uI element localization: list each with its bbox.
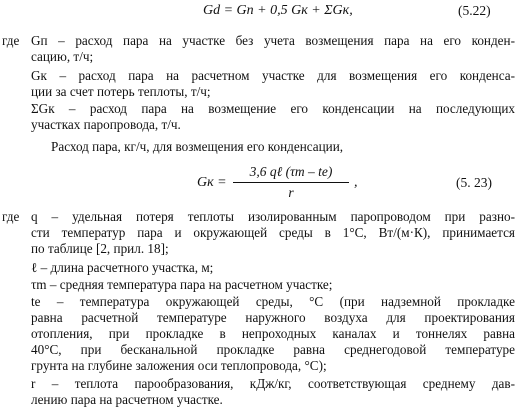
equation-5-23-lhs: Gк = <box>197 175 227 190</box>
definition-line: сти температур пара и окружающей среды в 1°С, Вт/(м·К), принимается <box>31 225 515 240</box>
definition-line: участках паропровода, т/ч. <box>31 117 181 132</box>
definition-line: ℓ – длина расчетного участка, м; <box>31 260 214 275</box>
fraction-bar <box>233 182 349 183</box>
definition-line: сацию, т/ч; <box>31 49 94 64</box>
intro-paragraph: Расход пара, кг/ч, для возмещения его конденсации, <box>51 139 344 154</box>
definition-line: лению пара на расчетном участке. <box>31 392 223 407</box>
definition-line: 40°С, при бесканальной прокладке равна среднегодовой температуре <box>31 342 515 357</box>
equation-5-23-comma: , <box>354 175 358 190</box>
definition-line: τm – средняя температура пара на расчетном участке; <box>31 277 333 292</box>
equation-5-23-numerator: 3,6 qℓ (τm – te) <box>249 164 333 179</box>
definition-line: грунта на глубине заложения оси теплопровода, °С); <box>31 358 327 373</box>
definition-line: ции за счет потерь теплоты, т/ч; <box>31 84 211 99</box>
where-label: где <box>2 209 20 224</box>
definition-line: q – удельная потеря теплоты изолированным паропроводом при разно- <box>31 209 515 224</box>
definition-line: Gп – расход пара на участке без учета возмещения пара на его конден- <box>31 33 515 48</box>
equation-5-23-denominator: r <box>288 185 294 200</box>
definition-line: Gк – расход пара на расчетном участке для возмещения его конденса- <box>31 68 515 83</box>
definition-line: ΣGк – расход пара на возмещение его конденсации на последующих <box>31 101 515 116</box>
equation-number-5-23: (5. 23) <box>456 175 492 190</box>
definition-line: отопления, при прокладке в непроходных каналах и тоннелях равна <box>31 326 515 341</box>
equation-5-22: Gd = Gп + 0,5 Gк + ΣGк, <box>203 3 353 18</box>
where-label: где <box>2 33 20 48</box>
equation-number-5-22: (5.22) <box>458 3 491 18</box>
definition-line: r – теплота парообразования, кДж/кг, соответствующая среднему дав- <box>31 376 515 391</box>
definition-line: равна расчетной температуре наружного воздуха для проектирования <box>31 310 515 325</box>
definition-line: te – температура окружающей среды, °С (при надземной прокладке <box>31 294 515 309</box>
definition-line: по таблице [2, прил. 18]; <box>31 241 169 256</box>
